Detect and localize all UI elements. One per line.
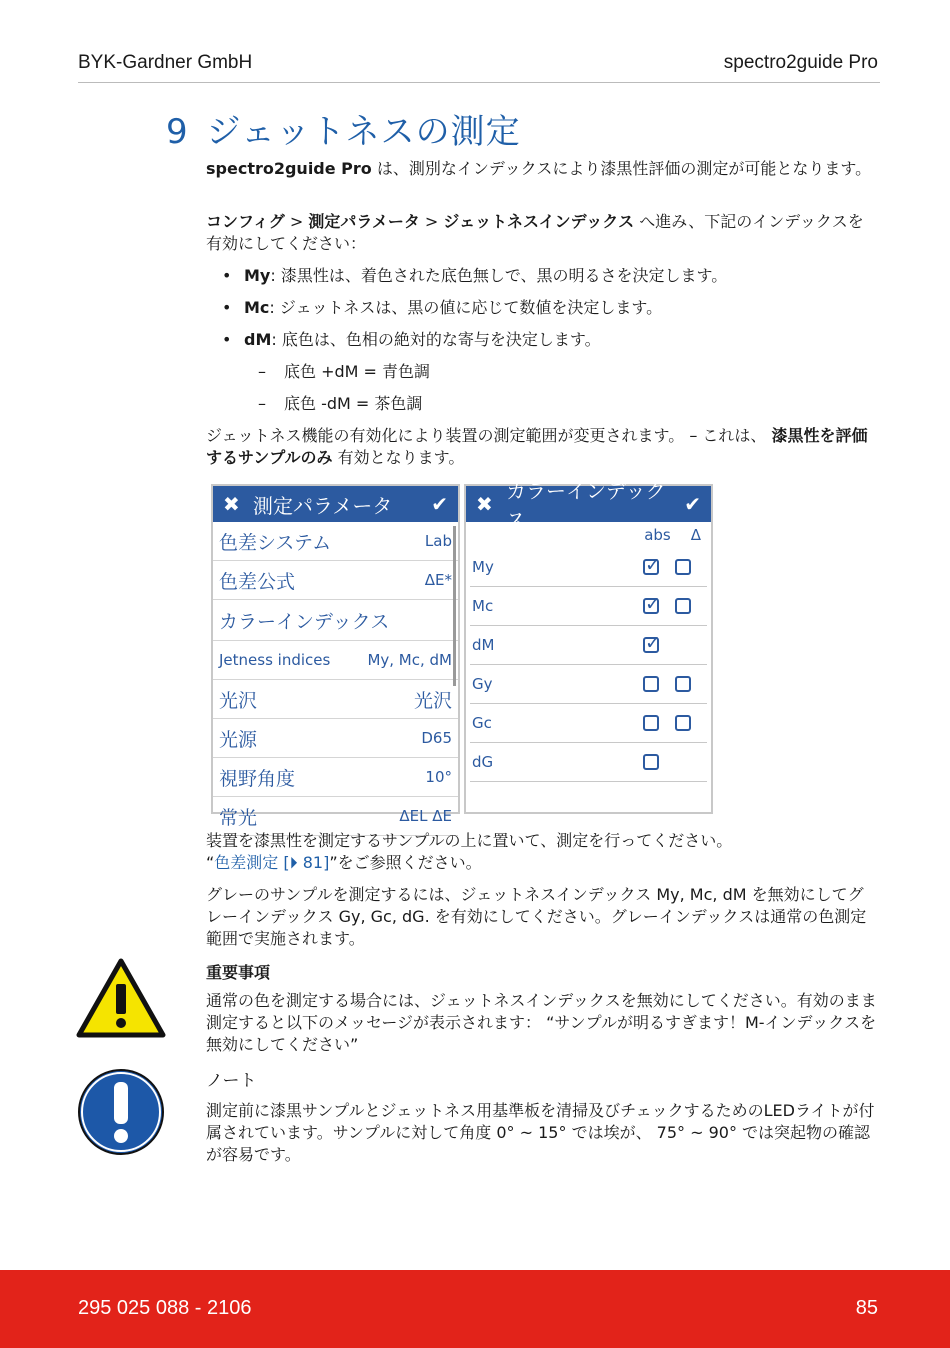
note-block [206,1070,878,1166]
path-config: コンフィグ [206,212,285,231]
row-color-index[interactable] [213,600,458,641]
dash-item-blue: – 底色 +dM = 青色調 [258,362,431,381]
bullet-key: My [244,266,271,285]
row-value: ΔE* [424,571,452,589]
header-company: BYK-Gardner GmbH [78,52,253,73]
row-label: 常光 [219,806,258,829]
index-row-dg [470,743,707,782]
path-jetness-index: ジェットネスインデックス [443,212,635,231]
confirm-check-icon[interactable]: ✔ [431,492,448,516]
index-label: Mc [472,597,494,615]
delta-placeholder [675,754,691,770]
row-value: D65 [421,729,452,747]
delta-placeholder [675,637,691,653]
gray-text: グレーのサンプルを測定するには、ジェットネスインデックス My, Mc, dM を無効にしてグレーインデックス Gy, Gc, dG. を有効にしてください。グレーインデックスは通常の色測定範囲で実施されます。 [206,885,867,948]
row-value: ΔEL ΔE [399,807,452,825]
path-sep-1: > [284,212,309,231]
delta-checkbox[interactable] [675,598,691,614]
bullet-key: Mc [244,298,270,317]
index-label: My [472,558,494,576]
abs-checkbox[interactable] [643,637,659,653]
warning-icon [76,958,166,1038]
dash-text: 底色 -dM = 茶色調 [284,394,423,413]
color-diff-link[interactable]: 色差測定 [⏵ 81] [214,853,330,872]
bullet-text: : ジェットネスは、黒の値に応じて数値を決定します。 [269,298,663,317]
section-number: 9 [166,112,189,152]
footer-page-number: 85 [855,1297,878,1319]
delta-checkbox[interactable] [675,715,691,731]
row-label: 光沢 [219,689,258,712]
dash-text: 底色 +dM = 青色調 [284,362,431,381]
measure-paragraph [206,830,878,874]
screen-title: 測定パラメータ [253,493,393,518]
row-gloss[interactable] [213,680,458,719]
row-illuminant[interactable] [213,719,458,758]
intro-product: spectro2guide Pro [206,159,372,178]
bullet-key: dM [244,330,272,349]
row-color-system[interactable] [213,522,458,561]
delta-checkbox[interactable] [675,676,691,692]
path-measure-params: 測定パラメータ [308,212,420,231]
header-divider [78,82,880,83]
range-note-text: ジェットネス機能の有効化により装置の測定範囲が変更されます。 – これは、 [206,426,772,445]
important-block [206,962,878,1056]
row-label: 視野角度 [219,767,296,790]
bullet-text: : 底色は、色相の絶対的な寄与を決定します。 [271,330,601,349]
info-icon [77,1068,165,1156]
reference-text: ”をご参照ください。 [329,853,482,872]
delta-checkbox[interactable] [675,559,691,575]
col-abs-header: abs [644,526,671,544]
index-row-my [470,548,707,587]
important-text: 通常の色を測定する場合には、ジェットネスインデックスを無効にしてください。有効のまま測定すると以下のメッセージが表示されます： “サンプルが明るすぎます！M-インデックスを無効にしてください” [206,991,877,1054]
row-value: 光沢 [413,689,452,712]
range-note-bold: 漆黒性を評価するサンプルのみ [206,426,868,467]
gray-paragraph [206,884,878,950]
row-label: 色差システム [219,531,332,554]
header-product: spectro2guide Pro [723,52,878,73]
screen-title: カラーインデックス [506,479,666,532]
bullet-my: • My: 漆黒性は、着色された底色無しで、黒の明るさを決定します。 [222,266,728,285]
index-label: dG [472,753,494,771]
row-value: My, Mc, dM [367,651,452,669]
confirm-check-icon[interactable]: ✔ [684,492,701,516]
intro-text: は、測別なインデックスにより漆黒性評価の測定が可能となります。 [371,159,872,178]
row-value: 10° [425,768,452,786]
abs-checkbox[interactable] [643,715,659,731]
row-label: Jetness indices [219,651,331,669]
index-row-mc [470,587,707,626]
row-label: 光源 [219,728,258,751]
abs-checkbox[interactable] [643,754,659,770]
row-observer[interactable] [213,758,458,797]
range-note-paragraph [206,425,878,469]
measure-text: 装置を漆黒性を測定するサンプルの上に置いて、測定を行ってください。 [206,831,733,850]
row-value: Lab [424,532,452,550]
note-text: 測定前に漆黒サンプルとジェットネス用基準板を清掃及びチェックするためのLEDライトが付属されています。サンプルに対して角度 0° ~ 15° では埃が、 75° ~ 90° では突起物の確認が容易です。 [206,1101,875,1164]
abs-checkbox[interactable] [643,598,659,614]
note-heading: ノート [206,1071,257,1091]
abs-checkbox[interactable] [643,676,659,692]
path-rest: へ進み、下記のインデックスを有効にしてください： [206,212,864,253]
range-note-rest: 有効となります。 [332,448,465,467]
index-row-dm [470,626,707,665]
close-icon[interactable]: ✖ [476,492,493,516]
close-icon[interactable]: ✖ [223,492,240,516]
screen-title-bar [466,479,711,532]
index-label: Gy [472,675,493,693]
important-heading: 重要事項 [206,963,271,982]
measurement-params-screen [211,484,460,829]
col-delta-header: Δ [690,526,701,544]
path-sep-2: > [419,212,444,231]
index-row-gc [470,704,707,743]
bullet-text: : 漆黒性は、着色された底色無しで、黒の明るさを決定します。 [270,266,728,285]
index-row-gy [470,665,707,704]
menu-path-paragraph [206,211,878,255]
section-title [166,104,521,153]
color-index-screen [464,479,713,814]
row-label: 色差公式 [219,570,296,593]
row-jetness-indices[interactable] [213,641,458,680]
index-label: dM [472,636,495,654]
row-label: カラーインデックス [219,610,390,633]
abs-checkbox[interactable] [643,559,659,575]
bullet-mc: • Mc: ジェットネスは、黒の値に応じて数値を決定します。 [222,298,663,317]
bullet-dm: • dM: 底色は、色相の絶対的な寄与を決定します。 [222,330,601,349]
row-color-formula[interactable] [213,561,458,600]
footer-doc-number: 295 025 088 - 2106 [78,1297,252,1319]
section-title-text: ジェットネスの測定 [206,112,521,152]
screen-title-bar [213,486,458,522]
quote-open: “ [206,853,215,872]
intro-paragraph [206,158,878,180]
index-label: Gc [472,714,492,732]
dash-item-brown: – 底色 -dM = 茶色調 [258,394,423,413]
scrollbar[interactable] [453,526,456,686]
